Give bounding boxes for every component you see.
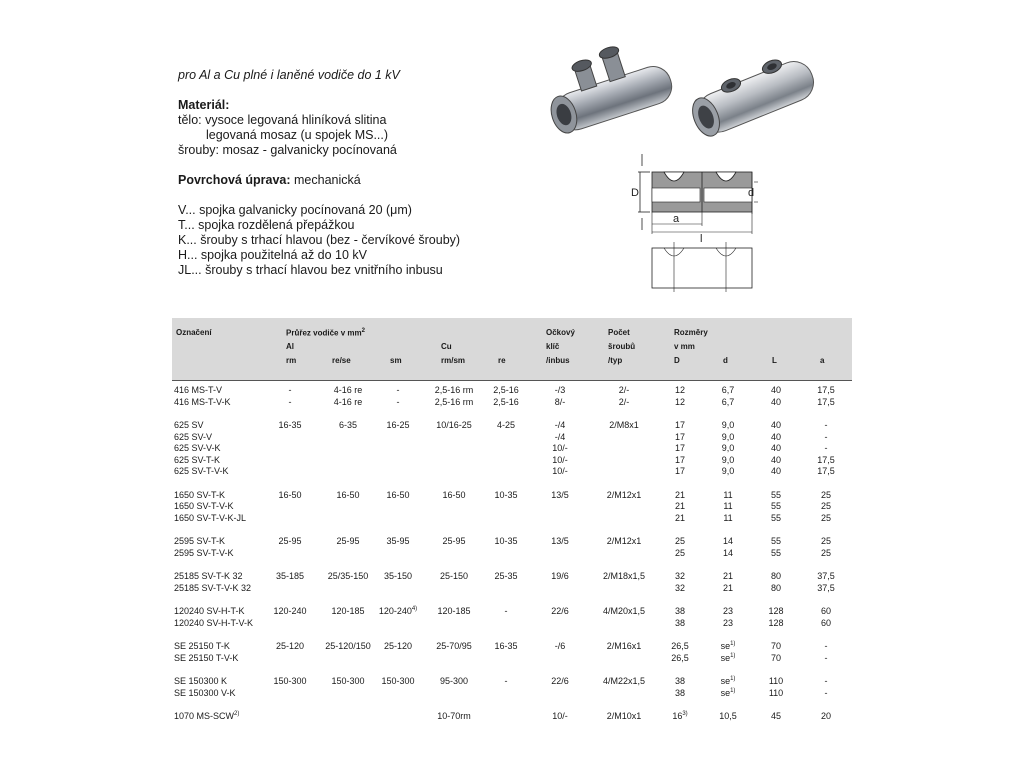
material-line: legovaná mosaz (u spojek MS...) xyxy=(206,128,389,142)
table-cell: 12 xyxy=(674,385,685,395)
diagram-label-a: a xyxy=(673,213,680,225)
table-cell: SE 150300 V-K xyxy=(174,687,236,698)
table-cell: - xyxy=(824,641,828,651)
table-cell: 6-35 xyxy=(338,420,357,430)
header-D: D xyxy=(674,356,680,365)
table-cell: 38 xyxy=(674,617,685,628)
table-cell: 150-300 xyxy=(273,676,307,686)
table-cell: 10/- xyxy=(552,711,568,721)
table-cell: 11 xyxy=(723,501,733,511)
table-cell: 6,7 xyxy=(721,385,735,395)
table-row xyxy=(172,688,852,700)
table-cell: 1650 SV-T-K xyxy=(174,489,226,500)
table-cell: 16-50 xyxy=(336,489,360,500)
connector-photo-left xyxy=(540,28,680,138)
table-cell: 17 xyxy=(674,443,685,453)
table-cell: 25-70/95 xyxy=(436,641,472,651)
material-line: tělo: vysoce legovaná hliníková slitina xyxy=(178,113,387,127)
table-cell: 13/5 xyxy=(551,489,569,500)
table-cell: 2/M16x1 xyxy=(606,641,642,651)
table-cell: 16-35 xyxy=(278,420,302,430)
header-cu: Cu xyxy=(441,342,452,351)
table-cell: - xyxy=(824,652,828,663)
table-cell: 16$^{3)}$ xyxy=(672,711,688,721)
table-cell: 35-185 xyxy=(275,571,305,581)
table-cell: 11 xyxy=(723,512,733,523)
header-inbus: /inbus xyxy=(546,356,570,365)
table-row xyxy=(172,641,852,653)
table-cell: 40 xyxy=(770,420,781,430)
table-row xyxy=(172,501,852,513)
table-cell: - xyxy=(824,431,828,442)
table-cell: 2/- xyxy=(618,385,630,395)
table-cell: 25-95 xyxy=(442,536,466,546)
table-cell: 70 xyxy=(770,652,781,663)
table-cell: 40 xyxy=(770,454,781,465)
table-cell: 60 xyxy=(820,606,831,616)
table-cell: 10-35 xyxy=(494,536,518,546)
table-cell: 55 xyxy=(770,547,781,558)
table-row xyxy=(172,455,852,467)
table-cell: 2,5-16 rm xyxy=(434,385,474,395)
table-cell: 25-120 xyxy=(275,641,305,651)
header-L: L xyxy=(772,356,777,365)
surface-line xyxy=(178,173,478,188)
table-cell: 625 SV xyxy=(174,420,204,430)
header-d: d xyxy=(723,356,728,365)
table-cell: 16-50 xyxy=(442,489,466,500)
table-row xyxy=(172,606,852,618)
header-typ: /typ xyxy=(608,356,623,365)
table-cell: 120-185 xyxy=(331,606,365,616)
table-cell: 19/6 xyxy=(551,571,569,581)
table-cell: 1070 MS-SCW$^{2)}$ xyxy=(174,711,240,721)
legend-item: JL... šrouby s trhací hlavou bez vnitřního inbusu xyxy=(178,263,443,277)
table-cell: - xyxy=(824,687,828,698)
table-cell: 2/M8x1 xyxy=(609,420,639,430)
table-cell: 40 xyxy=(770,443,781,453)
table-cell: 95-300 xyxy=(439,676,469,686)
table-cell: 55 xyxy=(770,512,781,523)
header-prurez: Průřez vodiče v $mm^2$ xyxy=(286,328,365,338)
footnote-marker: 3) xyxy=(682,711,688,717)
table-cell: 416 MS-T-V xyxy=(174,385,223,395)
header-rm: rm xyxy=(286,356,297,365)
table-row xyxy=(172,385,852,397)
table-cell: SE 25150 T-K xyxy=(174,641,230,651)
surface-heading: Povrchová úprava: xyxy=(178,173,291,187)
table-cell: 4/M22x1,5 xyxy=(602,676,646,686)
table-row xyxy=(172,571,852,583)
table-cell: 2/M10x1 xyxy=(606,711,642,721)
table-cell: 60 xyxy=(820,617,831,628)
table-cell: 25 xyxy=(674,536,685,546)
table-row xyxy=(172,676,852,688)
table-cell: 25-35 xyxy=(494,571,518,581)
table-cell: 70 xyxy=(770,641,781,651)
table-cell: 22/6 xyxy=(551,606,569,616)
table-cell: 17 xyxy=(674,420,685,430)
table-row xyxy=(172,583,852,595)
material-line: šrouby: mosaz - galvanicky pocínovaná xyxy=(178,143,397,157)
table-cell: 10/- xyxy=(552,454,568,465)
table-cell: 4/M20x1,5 xyxy=(602,606,646,616)
table-cell: 38 xyxy=(674,676,685,686)
legend-item: T... spojka rozdělená přepážkou xyxy=(178,218,355,232)
table-cell: 17,5 xyxy=(817,396,835,407)
table-cell: 16-25 xyxy=(386,420,410,430)
table-cell: 4-16 re xyxy=(333,396,363,407)
table-cell: 9,0 xyxy=(721,431,735,442)
table-cell: 10/16-25 xyxy=(436,420,472,430)
table-cell: 17 xyxy=(674,466,685,476)
table-cell: 40 xyxy=(770,466,781,476)
table-cell: 17 xyxy=(674,454,685,465)
header-rese: re/se xyxy=(332,356,351,365)
table-row xyxy=(172,432,852,444)
table-cell: 21 xyxy=(674,512,685,523)
technical-drawing xyxy=(628,152,758,297)
table-cell: $se^{1)}$ xyxy=(720,652,736,663)
table-cell: 22/6 xyxy=(551,676,569,686)
table-cell: 10,5 xyxy=(719,711,737,721)
header-al: Al xyxy=(286,342,294,351)
table-cell: 9,0 xyxy=(721,443,735,453)
table-cell: 80 xyxy=(770,582,781,593)
table-cell: 110 xyxy=(768,676,784,686)
table-cell: 25/35-150 xyxy=(327,571,369,581)
table-cell: 20 xyxy=(820,711,831,721)
table-cell: -/4 xyxy=(554,420,566,430)
header-klic: klíč xyxy=(546,342,560,351)
header-vmm: v mm xyxy=(674,342,695,351)
table-row xyxy=(172,536,852,548)
table-cell: 38 xyxy=(674,606,685,616)
footnote-marker: 1) xyxy=(730,641,736,647)
table-cell: $se^{1)}$ xyxy=(720,641,736,651)
table-cell: 14 xyxy=(722,536,733,546)
table-cell: - xyxy=(824,443,828,453)
diagram-label-l: l xyxy=(700,233,703,245)
footnote-marker: 1) xyxy=(730,652,736,659)
diagram-label-D: D xyxy=(631,187,639,199)
table-cell: 38 xyxy=(674,687,685,698)
diagram-label-d: d xyxy=(748,187,755,199)
table-cell: 120240 SV-H-T-K xyxy=(174,606,245,616)
table-cell: 25-120/150 xyxy=(325,641,371,651)
header-rmsm: rm/sm xyxy=(441,356,466,365)
table-cell: 25-95 xyxy=(278,536,302,546)
table-cell: 25 xyxy=(674,547,685,558)
table-cell: 25-150 xyxy=(439,571,469,581)
table-cell: 625 SV-V xyxy=(174,431,213,442)
table-row xyxy=(172,443,852,455)
table-row xyxy=(172,490,852,502)
table-header xyxy=(172,318,852,380)
table-cell: 45 xyxy=(770,711,781,721)
table-row xyxy=(172,618,852,630)
table-cell: 2/- xyxy=(618,396,630,407)
table-cell: -/6 xyxy=(554,641,566,651)
table-cell: 16-35 xyxy=(494,641,518,651)
header-pocet: Počet xyxy=(608,328,630,337)
table-cell: -/4 xyxy=(554,431,566,442)
table-cell: 8/- xyxy=(554,396,566,407)
table-cell: 128 xyxy=(768,617,784,628)
table-cell: - xyxy=(504,676,508,686)
table-cell: 25-120 xyxy=(383,641,413,651)
table-cell: 2595 SV-T-V-K xyxy=(174,547,234,558)
table-cell: 25 xyxy=(820,501,831,511)
table-cell: 10/- xyxy=(552,443,568,453)
table-cell: 25 xyxy=(820,547,831,558)
table-cell: 4-25 xyxy=(496,420,515,430)
connector-photo-right xyxy=(680,32,825,142)
header-sroubu: šroubů xyxy=(608,342,636,351)
table-cell: 625 SV-T-V-K xyxy=(174,466,229,476)
table-cell: 6,7 xyxy=(721,396,735,407)
table-cell: 150-300 xyxy=(331,676,365,686)
table-cell: 21 xyxy=(674,501,685,511)
table-cell: 35-95 xyxy=(386,536,410,546)
footnote-marker: 1) xyxy=(730,687,736,694)
table-cell: 9,0 xyxy=(721,420,735,430)
table-cell: 25185 SV-T-V-K 32 xyxy=(174,582,252,593)
footnote-marker: 4) xyxy=(411,606,418,612)
table-cell: 26,5 xyxy=(671,652,689,663)
table-cell: 416 MS-T-V-K xyxy=(174,396,231,407)
table-cell: 2/M12x1 xyxy=(606,489,642,500)
material-heading: Materiál: xyxy=(178,98,230,112)
table-cell: 10-35 xyxy=(494,489,518,500)
footnote-marker: 2) xyxy=(234,711,240,717)
table-cell: 1650 SV-T-V-K-JL xyxy=(174,512,247,523)
table-row xyxy=(172,653,852,665)
table-row xyxy=(172,548,852,560)
table-cell: 120-240$^{4)}$ xyxy=(378,606,418,616)
table-cell: 13/5 xyxy=(551,536,569,546)
table-cell: - xyxy=(396,385,400,395)
table-cell: 32 xyxy=(674,582,685,593)
table-cell: 150-300 xyxy=(381,676,415,686)
table-cell: - xyxy=(288,396,292,407)
table-cell: 17,5 xyxy=(817,385,835,395)
table-cell: 37,5 xyxy=(817,582,835,593)
header-oznaceni: Označení xyxy=(176,328,212,337)
table-cell: 1650 SV-T-V-K xyxy=(174,501,234,511)
table-cell: 21 xyxy=(674,489,685,500)
table-cell: 17,5 xyxy=(817,466,835,476)
table-cell: 2595 SV-T-K xyxy=(174,536,226,546)
table-cell: 9,0 xyxy=(721,454,735,465)
table-cell: 80 xyxy=(770,571,781,581)
table-cell: 40 xyxy=(770,431,781,442)
intro-block xyxy=(178,68,478,278)
table-row xyxy=(172,711,852,723)
table-cell: 128 xyxy=(768,606,784,616)
table-body xyxy=(172,381,852,745)
spec-table xyxy=(172,318,852,745)
table-row xyxy=(172,466,852,478)
table-cell: $se^{1)}$ xyxy=(720,687,736,698)
table-cell: 37,5 xyxy=(817,571,835,581)
table-cell: 10/- xyxy=(552,466,568,476)
table-cell: 625 SV-T-K xyxy=(174,454,221,465)
table-cell: 120-185 xyxy=(437,606,471,616)
table-cell: 2/M18x1,5 xyxy=(602,571,646,581)
table-cell: 9,0 xyxy=(721,466,735,476)
table-cell: 110 xyxy=(768,687,784,698)
table-cell: SE 150300 K xyxy=(174,676,228,686)
table-cell: 21 xyxy=(722,582,733,593)
table-cell: 25 xyxy=(820,489,831,500)
legend-item: H... spojka použitelná až do 10 kV xyxy=(178,248,368,262)
header-ockovy: Očkový xyxy=(546,328,575,337)
table-cell: 40 xyxy=(770,385,781,395)
table-cell: 23 xyxy=(722,606,733,616)
table-row xyxy=(172,513,852,525)
table-cell: SE 25150 T-V-K xyxy=(174,652,239,663)
table-cell: 25-95 xyxy=(336,536,360,546)
table-cell: 11 xyxy=(723,489,733,500)
table-cell: - xyxy=(824,420,828,430)
table-cell: 25 xyxy=(820,512,831,523)
table-cell: 25 xyxy=(820,536,831,546)
table-cell: 12 xyxy=(674,396,685,407)
table-row xyxy=(172,420,852,432)
table-cell: 26,5 xyxy=(671,641,689,651)
table-cell: - xyxy=(396,396,400,407)
table-cell: 10-70rm xyxy=(437,711,471,721)
table-cell: - xyxy=(824,676,828,686)
legend-item: V... spojka galvanicky pocínovaná 20 (μm) xyxy=(178,203,412,217)
legend-item: K... šrouby s trhací hlavou (bez - červíkové šrouby) xyxy=(178,233,461,247)
table-cell: 16-50 xyxy=(278,489,302,500)
table-cell: 14 xyxy=(722,547,733,558)
table-cell: 21 xyxy=(722,571,733,581)
table-cell: 35-150 xyxy=(383,571,413,581)
table-cell: 2,5-16 xyxy=(493,396,519,407)
footnote-marker: 1) xyxy=(730,676,736,682)
header-re: re xyxy=(498,356,506,365)
table-cell: 120240 SV-H-T-V-K xyxy=(174,617,254,628)
header-sm: sm xyxy=(390,356,402,365)
table-cell: $se^{1)}$ xyxy=(720,676,736,686)
table-cell: 120-240 xyxy=(273,606,307,616)
table-cell: 17 xyxy=(674,431,685,442)
table-cell: 23 xyxy=(722,617,733,628)
table-cell: 2,5-16 xyxy=(493,385,519,395)
header-a: a xyxy=(820,356,825,365)
header-rozmery: Rozměry xyxy=(674,328,708,337)
table-cell: 55 xyxy=(770,536,781,546)
table-cell: 17,5 xyxy=(817,454,835,465)
table-cell: - xyxy=(504,606,508,616)
table-cell: 55 xyxy=(770,489,781,500)
table-cell: 2,5-16 rm xyxy=(434,396,474,407)
table-cell: 4-16 re xyxy=(333,385,363,395)
table-cell: -/3 xyxy=(554,385,566,395)
table-cell: 25185 SV-T-K 32 xyxy=(174,571,243,581)
subtitle: pro Al a Cu plné i laněné vodiče do 1 kV xyxy=(178,68,400,82)
table-cell: 55 xyxy=(770,501,781,511)
table-row xyxy=(172,397,852,409)
table-cell: 625 SV-V-K xyxy=(174,443,221,453)
table-cell: 16-50 xyxy=(386,489,410,500)
table-cell: - xyxy=(288,385,292,395)
table-cell: 32 xyxy=(674,571,685,581)
surface-value: mechanická xyxy=(290,173,361,187)
table-cell: 2/M12x1 xyxy=(606,536,642,546)
table-cell: 40 xyxy=(770,396,781,407)
